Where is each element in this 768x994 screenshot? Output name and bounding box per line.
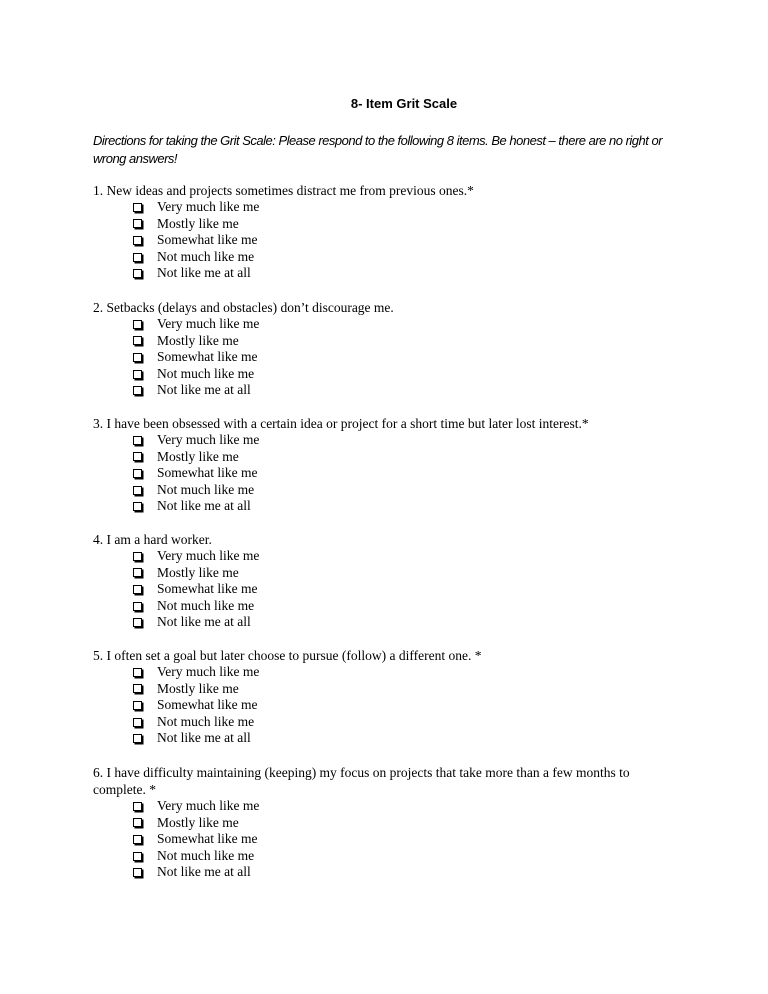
answer-option[interactable]	[93, 548, 693, 565]
option-label: Somewhat like me	[157, 465, 258, 481]
question-5	[93, 647, 693, 747]
answer-option[interactable]	[93, 366, 693, 383]
answer-option[interactable]	[93, 614, 693, 631]
checkbox-icon[interactable]	[133, 203, 142, 212]
answer-option[interactable]	[93, 730, 693, 747]
checkbox-icon[interactable]	[133, 734, 142, 743]
checkbox-icon[interactable]	[133, 386, 142, 395]
option-label: Mostly like me	[157, 814, 239, 830]
option-label: Mostly like me	[157, 564, 239, 580]
option-label: Somewhat like me	[157, 697, 258, 713]
answer-option[interactable]	[93, 697, 693, 714]
question-text: 5. I often set a goal but later choose to pursue (follow) a different one. *	[93, 648, 482, 663]
checkbox-icon[interactable]	[133, 370, 142, 379]
option-label: Very much like me	[157, 199, 260, 214]
checkbox-icon[interactable]	[133, 236, 142, 245]
answer-options	[93, 316, 693, 399]
answer-option[interactable]	[93, 598, 693, 615]
answer-options	[93, 548, 693, 631]
option-label: Somewhat like me	[157, 232, 258, 248]
checkbox-icon[interactable]	[133, 219, 142, 228]
option-label: Not much like me	[157, 248, 255, 264]
checkbox-icon[interactable]	[133, 486, 142, 495]
checkbox-icon[interactable]	[133, 469, 142, 478]
checkbox-icon[interactable]	[133, 602, 142, 611]
answer-option[interactable]	[93, 864, 683, 881]
answer-option[interactable]	[93, 581, 693, 598]
question-text: 6. I have difficulty maintaining (keeping) my focus on projects that take more than a few months to complete. *	[93, 765, 630, 797]
checkbox-icon[interactable]	[133, 253, 142, 262]
answer-option[interactable]	[93, 465, 693, 482]
checkbox-icon[interactable]	[133, 585, 142, 594]
option-label: Mostly like me	[157, 332, 239, 348]
answer-option[interactable]	[93, 265, 693, 282]
answer-option[interactable]	[93, 382, 693, 399]
option-label: Very much like me	[157, 664, 260, 679]
answer-options	[93, 798, 683, 881]
option-label: Not like me at all	[157, 614, 251, 630]
option-label: Somewhat like me	[157, 349, 258, 365]
question-4	[93, 531, 693, 631]
checkbox-icon[interactable]	[133, 802, 142, 811]
checkbox-icon[interactable]	[133, 436, 142, 445]
answer-option[interactable]	[93, 316, 693, 333]
checkbox-icon[interactable]	[133, 835, 142, 844]
answer-option[interactable]	[93, 498, 693, 515]
option-label: Not much like me	[157, 713, 255, 729]
question-1	[93, 182, 693, 282]
checkbox-icon[interactable]	[133, 818, 142, 827]
answer-option[interactable]	[93, 216, 693, 233]
answer-option[interactable]	[93, 815, 683, 832]
answer-options	[93, 664, 693, 747]
question-6	[93, 764, 683, 881]
question-3	[93, 415, 693, 515]
checkbox-icon[interactable]	[133, 684, 142, 693]
option-label: Very much like me	[157, 798, 260, 813]
checkbox-icon[interactable]	[133, 868, 142, 877]
answer-option[interactable]	[93, 798, 683, 815]
answer-option[interactable]	[93, 565, 693, 582]
answer-option[interactable]	[93, 449, 693, 466]
checkbox-icon[interactable]	[133, 668, 142, 677]
checkbox-icon[interactable]	[133, 852, 142, 861]
checkbox-icon[interactable]	[133, 618, 142, 627]
checkbox-icon[interactable]	[133, 701, 142, 710]
option-label: Very much like me	[157, 432, 260, 447]
page-title: 8- Item Grit Scale	[350, 96, 458, 111]
question-text: 1. New ideas and projects sometimes distract me from previous ones.*	[93, 183, 474, 198]
answer-option[interactable]	[93, 831, 683, 848]
option-label: Not like me at all	[157, 864, 251, 880]
directions-text: Directions for taking the Grit Scale: Please respond to the following 8 items. Be honest – there are no right or wrong answers!	[93, 133, 663, 166]
answer-option[interactable]	[93, 482, 693, 499]
answer-option[interactable]	[93, 432, 693, 449]
option-label: Somewhat like me	[157, 581, 258, 597]
option-label: Not like me at all	[157, 382, 251, 398]
question-text: 2. Setbacks (delays and obstacles) don’t discourage me.	[93, 300, 394, 315]
option-label: Mostly like me	[157, 215, 239, 231]
checkbox-icon[interactable]	[133, 336, 142, 345]
answer-option[interactable]	[93, 232, 693, 249]
option-label: Not like me at all	[157, 265, 251, 281]
checkbox-icon[interactable]	[133, 353, 142, 362]
checkbox-icon[interactable]	[133, 269, 142, 278]
answer-option[interactable]	[93, 664, 693, 681]
option-label: Not like me at all	[157, 730, 251, 746]
answer-options	[93, 432, 693, 515]
option-label: Mostly like me	[157, 680, 239, 696]
answer-option[interactable]	[93, 349, 693, 366]
checkbox-icon[interactable]	[133, 452, 142, 461]
option-label: Not much like me	[157, 481, 255, 497]
question-text: 4. I am a hard worker.	[93, 532, 212, 547]
option-label: Not much like me	[157, 847, 255, 863]
option-label: Somewhat like me	[157, 831, 258, 847]
answer-option[interactable]	[93, 249, 693, 266]
checkbox-icon[interactable]	[133, 568, 142, 577]
checkbox-icon[interactable]	[133, 552, 142, 561]
checkbox-icon[interactable]	[133, 718, 142, 727]
option-label: Very much like me	[157, 316, 260, 331]
checkbox-icon[interactable]	[133, 502, 142, 511]
question-2	[93, 299, 693, 399]
answer-option[interactable]	[93, 681, 693, 698]
option-label: Not much like me	[157, 365, 255, 381]
answer-option[interactable]	[93, 333, 693, 350]
option-label: Mostly like me	[157, 448, 239, 464]
checkbox-icon[interactable]	[133, 320, 142, 329]
answer-option[interactable]	[93, 199, 693, 216]
option-label: Very much like me	[157, 548, 260, 563]
question-text: 3. I have been obsessed with a certain idea or project for a short time but later lost interest.*	[93, 416, 589, 431]
option-label: Not much like me	[157, 597, 255, 613]
answer-option[interactable]	[93, 714, 693, 731]
answer-option[interactable]	[93, 848, 683, 865]
answer-options	[93, 199, 693, 282]
option-label: Not like me at all	[157, 498, 251, 514]
